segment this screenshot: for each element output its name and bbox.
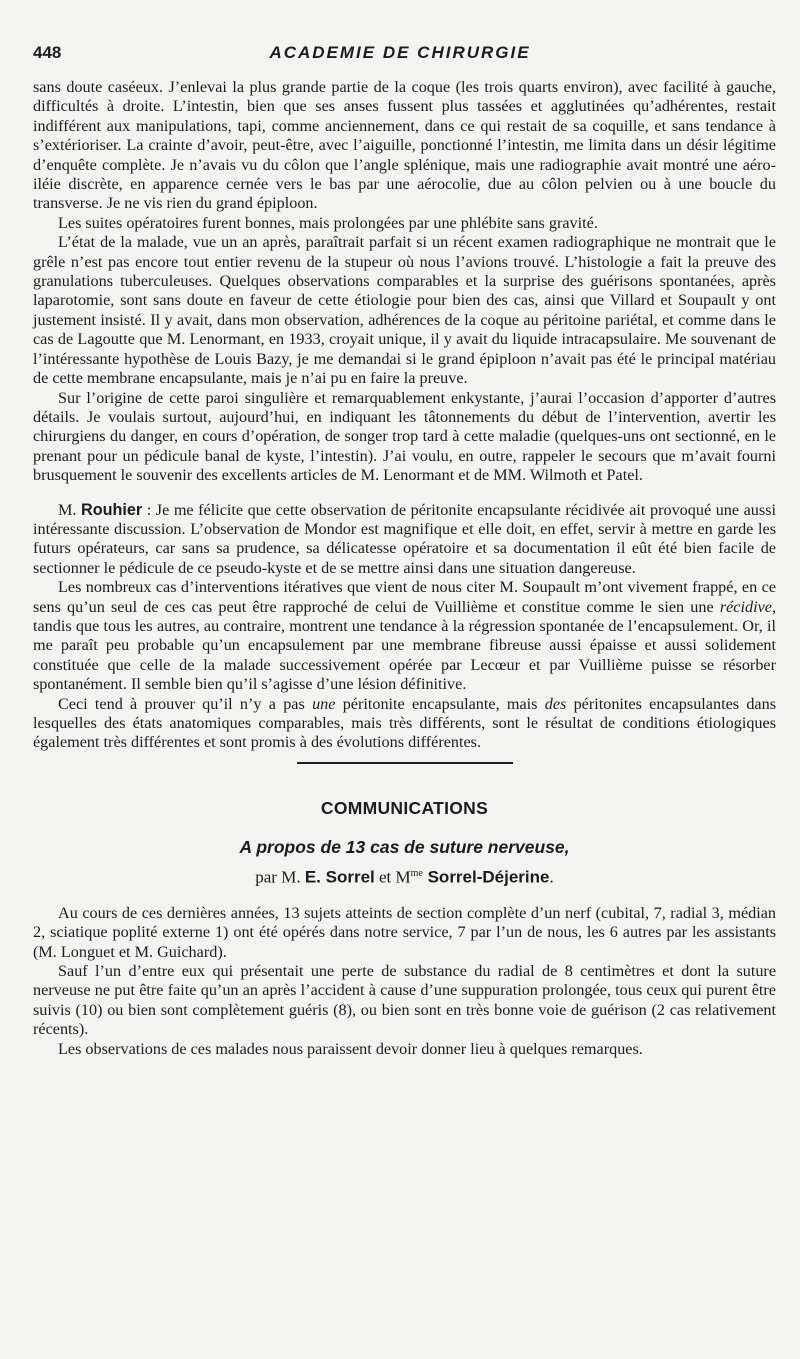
paragraph: Les suites opératoires furent bonnes, mais prolongées par une phlébite sans gravité. [58,213,598,232]
byline-text: par M. [255,867,305,887]
article-title: A propos de 13 cas de suture nerveuse, [239,837,570,858]
paragraph [33,578,776,694]
emphasis: une [312,694,336,713]
byline [33,864,776,887]
paragraph: Sauf l’un d’entre eux qui présentait une perte de substance du radial de 8 centimètres et dont la suture nerveuse ne put être faite qu’un an après l’accident à cause d’une suppuration prolongée, tous ceux qui purent être suivis (10) ou bien sont complètement guéris (8), ou bien sont en très bonne voie de guérison (2 cas relativement récents). [33,961,776,1039]
paragraph: Les observations de ces malades nous paraissent devoir donner lieu à quelques remarques. [58,1039,643,1058]
text-run: Ceci tend à prouver qu’il n’y a pas [58,694,313,713]
emphasis: récidive [719,597,772,616]
body-text [33,78,776,1059]
author-name: E. Sorrel [304,867,375,887]
paragraph: Au cours de ces dernières années, 13 sujets atteints de section complète d’un nerf (cubital, 7, radial 3, médian 2, sciatique poplité externe 1) ont été opérés dans notre service, 7 par l’un de nous, les 6 autres par les assistants (M. Longuet et M. Guichard). [33,903,776,961]
paragraph: Sur l’origine de cette paroi singulière et remarquablement enkystante, j’aurai l’occasion d’apporter d’autres détails. Je voulais surtout, aujourd’hui, en indiquant les tâtonnements du début de l’intervention, avertir les chirurgiens du danger, en cours d’opération, de songer trop tard à cette maladie (quelques-uns ont sectionné, en le prenant pour un pédicule banal de kyste, l’intestin). J’ai voulu, en outre, rappeler le secours que m’avait fourni brusquement le souvenir des excellents articles de M. Lenormant et de MM. Wilmoth et Patel. [33,388,776,485]
emphasis: des [544,694,567,713]
speaker-prefix: M. [58,500,82,519]
text-run: péritonite encapsulante, mais [335,694,545,713]
title-superscript: me [410,867,423,879]
text-run: , tandis que tous les autres, au contraire, montrent une tendance à la régression spontanée de l’encapsulement. Or, il me paraît peu probable qu’un encapsulement par une membrane fibreuse aussi épaisse et aussi solidement constituée que celle de la malade successivement opérée par Lecœur et par Vuillième puisse se résorber spontanément. Il semble bien qu’il s’agisse d’une lésion définitive. [33,597,776,694]
speaker-name: Rouhier [81,500,143,519]
rouhier-intervention [33,501,776,579]
section-divider [297,762,513,764]
author-name: Sorrel-Déjerine [422,867,550,887]
intervention-text: : Je me félicite que cette observation de péritonite encapsulante récidivée ait provoqué une aussi intéressante discussion. L’observation de Mondor est magnifique et elle doit, en effet, servir à mettre en garde les futurs opérateurs, car sans sa prudence, sa délicatesse opératoire et sa documentation il eût été bien facile de sectionner le pédicule de ce pseudo-kyste et de se mettre ainsi dans une situation dangereuse. [33,500,776,577]
paragraph [33,695,776,753]
byline-text: et M [374,867,411,887]
paragraph: L’état de la malade, vue un an après, paraîtrait parfait si un récent examen radiographique ne montrait que le grêle n’est pas encore tout entier revenu de la stupeur où nous l’avions trouvé. L’histologie a fait la preuve des granulations tuberculeuses. Quelques observations comparables et la surprise des guérisons spontanées, après laparotomie, sont sans doute en faveur de cette étiologie pour bien des cas, ainsi que Villard et Soupault y ont justement insisté. Il y avait, dans mon observation, adhérences de la coque au péritoine pariétal, et comme dans le cas de Lagoutte que M. Lenormant, en 1933, croyait unique, il y avait du liquide intracapsulaire. Me souvenant de l’intéressante hypothèse de Louis Bazy, je me demandai si le grand épiploon n’avait pas été le principal matériau de cette membrane encapsulante, mais je n’ai pu en faire la preuve. [33,233,776,388]
byline-text: . [549,867,554,887]
page-header [33,43,767,67]
paragraph: sans doute caséeux. J’enlevai la plus grande partie de la coque (les trois quarts environ), avec facilité à gauche, difficultés à droite. L’intestin, bien que ses anses fussent plus tassées et agglutinées qu’adhérentes, restait indifférent aux manipulations, tapi, comme anciennement, dans ce qui restait de sa coquille, et sans tendance à s’extérioriser. La crainte d’avoir, peut-être, avec l’aiguille, ponctionné l’intestin, me limita dans un désir légitime d’enquête complète. Je n’avais vu du côlon que l’angle splénique, mais une radiographie avait montré une aéro-iléie discrète, en apparence cernée vers le bas par une aérocolie, due au côlon pelvien ou à une boucle du transverse. Je ne vis rien du grand épiploon. [33,78,776,213]
page-number: 448 [33,43,62,62]
running-title: ACADEMIE DE CHIRURGIE [269,43,531,62]
section-heading: COMMUNICATIONS [320,797,489,818]
text-run: péritonites encapsulantes dans lesquelles des états anatomiques comparables, mais très différents, sont le résultat de conditions étiologiques également très différentes et sont promis à des évolutions différentes. [33,694,776,752]
text-run: Les nombreux cas d’interventions itératives que vient de nous citer M. Soupault m’ont vivement frappé, en ce sens qu’un seul de ces cas peut être rapproché de celui de Vuillième et constitue comme le sien une [33,578,776,616]
